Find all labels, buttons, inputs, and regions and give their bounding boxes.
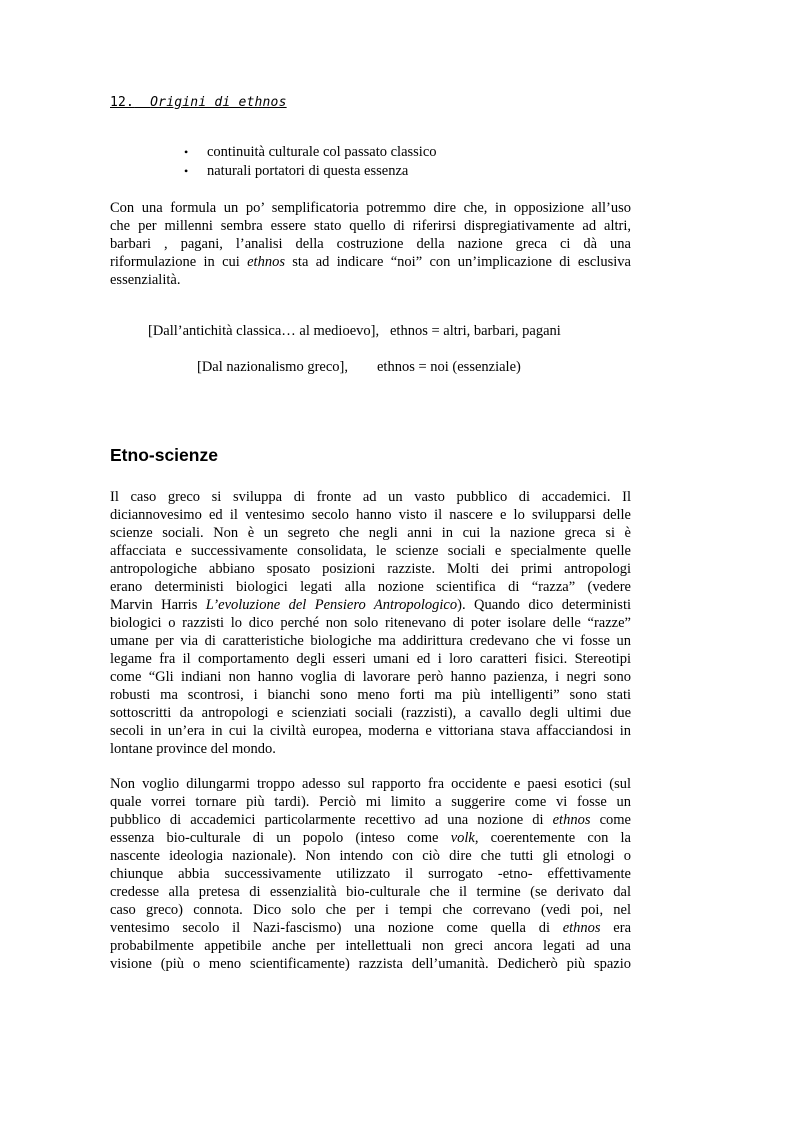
formula-period: [Dal nazionalismo greco], bbox=[197, 359, 348, 375]
text-line: legame fra il comportamento degli esseri umani ed i loro caratteri fisici. Stereotipi bbox=[110, 651, 631, 667]
text-line: biologici o razzisti lo dico perché non solo ritenevano di poter isolare delle “razze” bbox=[110, 615, 631, 631]
text-line: affacciata e successivamente consolidata, le scienze sociali e specialmente quelle bbox=[110, 543, 631, 559]
italic-term: ethnos bbox=[247, 254, 285, 270]
text-line: Marvin Harris L’evoluzione del Pensiero Antropologico). Quando dico deterministi bbox=[110, 597, 631, 613]
book-title: L’evoluzione del Pensiero Antropologico bbox=[205, 597, 458, 613]
text-line: diciannovesimo ed il ventesimo secolo hanno visto il nascere e lo svilupparsi delle bbox=[110, 507, 631, 523]
text-line: umane per via di caratteristiche biologiche ma addirittura credevano che vi fosse un bbox=[110, 633, 631, 649]
text-line: antropologiche abbiano sposato posizioni razziste. Molti dei primi antropologi bbox=[110, 561, 631, 577]
list-item-text: continuità culturale col passato classico bbox=[207, 144, 437, 160]
section-heading: Etno-scienze bbox=[110, 445, 218, 465]
text-line: come “Gli indiani non hanno voglia di lavorare però hanno pazienza, i negri sono bbox=[110, 669, 631, 685]
formula-meaning: ethnos = altri, barbari, pagani bbox=[389, 323, 561, 339]
text-line: ventesimo secolo il Nazi-fascismo) una nozione come quella di ethnos era bbox=[110, 920, 632, 936]
list-item bbox=[184, 143, 437, 162]
italic-term: volk bbox=[450, 830, 475, 846]
chapter-number: 12. bbox=[110, 95, 135, 110]
body-paragraph bbox=[110, 775, 631, 973]
text-line: essenza bio-culturale di un popolo (inteso come volk, coerentemente con la bbox=[110, 830, 631, 846]
italic-term: ethnos bbox=[562, 920, 601, 936]
text-line: Non voglio dilungarmi troppo adesso sul rapporto fra occidente e paesi esotici (sul bbox=[110, 776, 631, 792]
text-line: sottoscritti da antropologi e scienziati sociali (razzisti), a cavallo degli ultimi due bbox=[110, 705, 631, 721]
running-header bbox=[110, 95, 287, 110]
text-line: essenzialità. bbox=[110, 272, 181, 288]
text-line: barbari , pagani, l’analisi della costruzione della nazione greca ci dà una bbox=[110, 236, 631, 252]
body-paragraph bbox=[110, 488, 631, 758]
formula-line bbox=[148, 323, 561, 340]
text-line: quale vorrei tornare più tardi). Perciò mi limito a suggerire come vi fosse un bbox=[110, 794, 631, 810]
text-line: probabilmente appetibile anche per intellettuali non greci ancora legati ad una bbox=[110, 938, 631, 954]
text-line: robusti ma scontrosi, i bianchi sono meno forti ma più intelligenti” sono stati bbox=[110, 687, 631, 703]
text-line: nascente ideologia nazionale). Non intendo con ciò dire che tutti gli etnologi o bbox=[110, 848, 631, 864]
text-line: lontane province del mondo. bbox=[110, 741, 276, 757]
formula-meaning: ethnos = noi (essenziale) bbox=[376, 359, 521, 375]
text-line: scienze sociali. Non è un segreto che negli anni in cui la nazione greca si è bbox=[110, 525, 631, 541]
text-line: Il caso greco si sviluppa di fronte ad un vasto pubblico di accademici. Il bbox=[110, 489, 631, 505]
text-line: chiunque abbia successivamente utilizzato il surrogato -etno- effettivamente bbox=[110, 866, 631, 882]
formula-period: [Dall’antichità classica… al medioevo], bbox=[148, 323, 380, 339]
bullet-icon: • bbox=[184, 145, 189, 159]
list-item-text: naturali portatori di questa essenza bbox=[207, 163, 409, 179]
list-item bbox=[184, 162, 437, 181]
chapter-title: Origini di ethnos bbox=[150, 95, 287, 110]
text-line: secoli in un’era in cui la civiltà europea, moderna e vittoriana stava affacciandosi in bbox=[110, 723, 631, 739]
bullet-icon: • bbox=[184, 164, 189, 178]
text-line: riformulazione in cui ethnos sta ad indicare “noi” con un’implicazione di esclusiva bbox=[110, 254, 631, 270]
formula-line bbox=[197, 359, 521, 376]
text-line: visione (più o meno scientificamente) razzista dell’umanità. Dedicherò più spazio bbox=[110, 956, 631, 972]
text-line: pubblico di accademici particolarmente recettivo ad una nozione di ethnos come bbox=[110, 812, 631, 828]
italic-term: ethnos bbox=[552, 812, 591, 828]
text-line: che per millenni sembra essere stato quello di riferirsi dispregiativamente ad altri, bbox=[110, 218, 631, 234]
text-line: caso greco) connota. Dico solo che per i tempi che correvano (vedi poi, nel bbox=[110, 902, 631, 918]
text-line: erano deterministi biologici legati alla nozione scientifica di “razza” (vedere bbox=[110, 579, 631, 595]
text-line: Con una formula un po’ semplificatoria potremmo dire che, in opposizione all’uso bbox=[110, 200, 631, 216]
bullet-list bbox=[184, 143, 437, 181]
intro-paragraph bbox=[110, 199, 631, 289]
text-line: credesse alla pretesa di essenzialità bio-culturale che il termine (se derivato dal bbox=[110, 884, 631, 900]
